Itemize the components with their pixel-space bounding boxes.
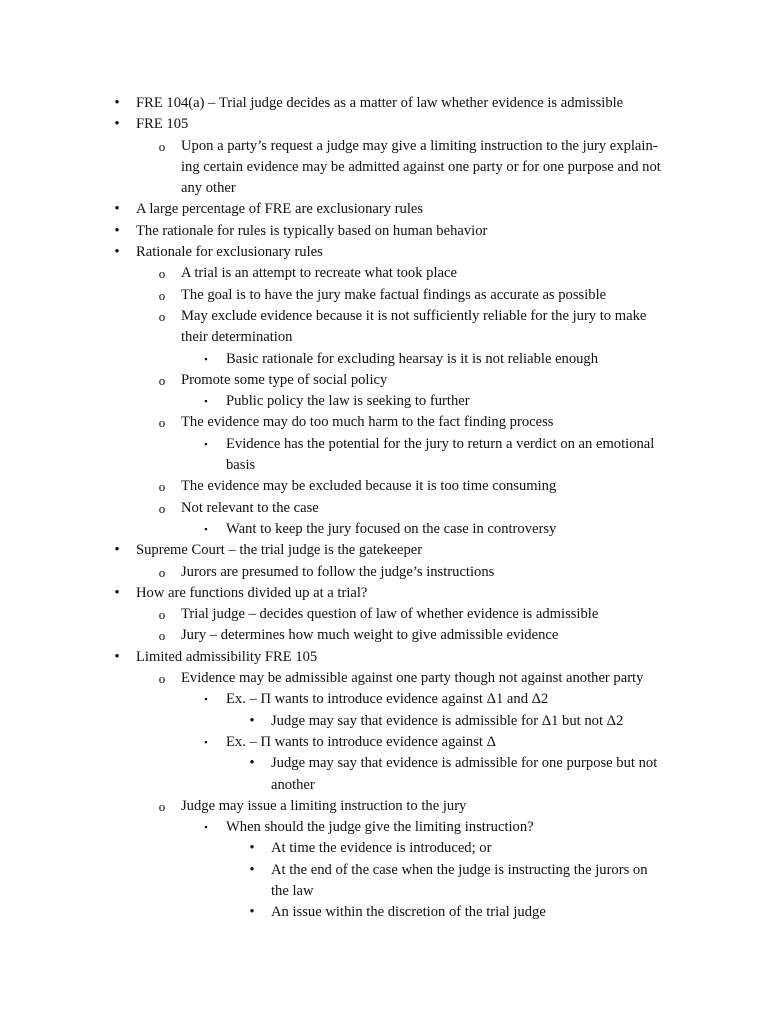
outline-line-level-2 [0,263,768,284]
outline-line-level-3 [0,817,768,838]
outline-line-level-2 [0,668,768,689]
outline-text: Evidence may be admissible against one party though not against another party [181,670,644,687]
outline-text: another [271,776,315,793]
outline-line-level-2 [0,562,768,583]
outline-text: basis [226,457,256,474]
outline-text: Limited admissibility FRE 105 [136,648,318,665]
outline-text: Ex. – Π wants to introduce evidence against Δ1 and Δ2 [226,691,549,708]
outline-text: The evidence may be excluded because it is too time consuming [181,478,557,495]
outline-text: FRE 105 [136,116,189,133]
outline-line-level-4 [0,881,768,902]
outline-text: Trial judge – decides question of law of whether evidence is admissible [181,606,599,623]
outline-line-level-3 [0,349,768,370]
outline-text: Upon a party’s request a judge may give a limiting instruction to the jury explain- [181,137,658,154]
outline-text: At the end of the case when the judge is instructing the jurors on [271,861,648,878]
outline-text: A large percentage of FRE are exclusionary rules [136,201,424,218]
outline-text: Promote some type of social policy [181,371,388,388]
outline-text: Basic rationale for excluding hearsay is it is not reliable enough [226,350,599,367]
outline-text: ing certain evidence may be admitted against one party or for one purpose and not [181,158,661,175]
bullet-icon: ▪ [204,353,208,364]
outline-line-level-2 [0,157,768,178]
outline-text: the law [271,882,314,899]
outline-text: Jurors are presumed to follow the judge’s instructions [181,563,495,580]
outline-text: A trial is an attempt to recreate what took place [181,265,457,282]
outline-text: Evidence has the potential for the jury to return a verdict on an emotional [226,435,655,452]
outline-line-level-2 [0,625,768,646]
outline-line-level-4 [0,902,768,923]
outline-text: their determination [181,329,293,346]
outline-text: Judge may issue a limiting instruction to the jury [181,797,467,814]
bullet-icon: ▪ [204,396,208,407]
bullet-icon: o [158,415,166,431]
bullet-icon: ▪ [204,523,208,534]
outline-text: When should the judge give the limiting instruction? [226,819,534,836]
outline-text: Jury – determines how much weight to give admissible evidence [181,627,559,644]
bullet-icon: o [158,308,166,324]
bullet-icon: o [158,266,166,282]
bullet-icon: • [249,755,255,772]
bullet-icon: o [158,671,166,687]
bullet-icon: • [114,222,120,239]
outline-text: The rationale for rules is typically based on human behavior [136,222,488,239]
outline-text: Rationale for exclusionary rules [136,244,323,261]
outline-line-level-1 [0,242,768,263]
bullet-icon: • [114,201,120,218]
outline-text: The evidence may do too much harm to the fact finding process [181,414,554,431]
outline-line-level-2 [0,498,768,519]
outline-line-level-2 [0,796,768,817]
outline-line-level-1 [0,540,768,561]
outline-line-level-2 [0,306,768,327]
outline-line-level-2 [0,370,768,391]
outline-text: An issue within the discretion of the trial judge [271,904,546,921]
bullet-icon: • [114,244,120,261]
outline-text: Want to keep the jury focused on the case in controversy [226,520,557,537]
bullet-icon: • [249,904,255,921]
bullet-icon: • [249,861,255,878]
outline-line-level-3 [0,391,768,412]
bullet-icon: o [158,372,166,388]
outline-text: Public policy the law is seeking to further [226,393,470,410]
outline-text: Supreme Court – the trial judge is the gatekeeper [136,542,423,559]
outline-line-level-4 [0,775,768,796]
bullet-icon: • [114,648,120,665]
document-page [0,93,768,924]
bullet-icon: ▪ [204,438,208,449]
outline-line-level-1 [0,93,768,114]
outline-line-level-3 [0,689,768,710]
bullet-icon: ▪ [204,822,208,833]
bullet-icon: o [158,798,166,814]
bullet-icon: • [114,116,120,133]
outline-text: any other [181,180,236,197]
outline-line-level-1 [0,114,768,135]
outline-text: FRE 104(a) – Trial judge decides as a matter of law whether evidence is admissible [136,95,624,111]
bullet-icon: ▪ [204,694,208,705]
bullet-icon: • [114,95,120,111]
outline-text: Judge may say that evidence is admissible for one purpose but not [271,755,658,772]
outline-text: At time the evidence is introduced; or [271,840,492,857]
outline-line-level-3 [0,434,768,455]
outline-text: Judge may say that evidence is admissible for Δ1 but not Δ2 [271,712,624,729]
bullet-icon: • [249,712,255,729]
bullet-icon: • [114,584,120,601]
outline-line-level-2 [0,412,768,433]
bullet-icon: o [158,287,166,303]
bullet-icon: • [114,542,120,559]
bullet-icon: ▪ [204,736,208,747]
bullet-icon: o [158,479,166,495]
outline-line-level-1 [0,647,768,668]
outline-line-level-3 [0,519,768,540]
outline-line-level-4 [0,711,768,732]
outline-line-level-3 [0,455,768,476]
outline-text: The goal is to have the jury make factual findings as accurate as possible [181,286,607,303]
outline-text: Not relevant to the case [181,499,319,516]
outline-line-level-2 [0,136,768,157]
outline-text: How are functions divided up at a trial? [136,584,368,601]
bullet-icon: • [249,840,255,857]
outline-line-level-2 [0,476,768,497]
bullet-icon: o [158,500,166,516]
outline-line-level-4 [0,860,768,881]
bullet-icon: o [158,607,166,623]
outline-line-level-2 [0,285,768,306]
outline-line-level-1 [0,583,768,604]
bullet-icon: o [158,564,166,580]
bullet-icon: o [158,138,166,154]
outline-text: May exclude evidence because it is not sufficiently reliable for the jury to make [181,307,647,324]
outline-line-level-1 [0,199,768,220]
outline-line-level-4 [0,838,768,859]
outline-line-level-1 [0,221,768,242]
outline-text: Ex. – Π wants to introduce evidence against Δ [226,733,496,750]
bullet-icon: o [158,628,166,644]
outline-line-level-2 [0,178,768,199]
outline-line-level-3 [0,732,768,753]
outline-line-level-4 [0,753,768,774]
outline-line-level-2 [0,327,768,348]
outline-line-level-2 [0,604,768,625]
